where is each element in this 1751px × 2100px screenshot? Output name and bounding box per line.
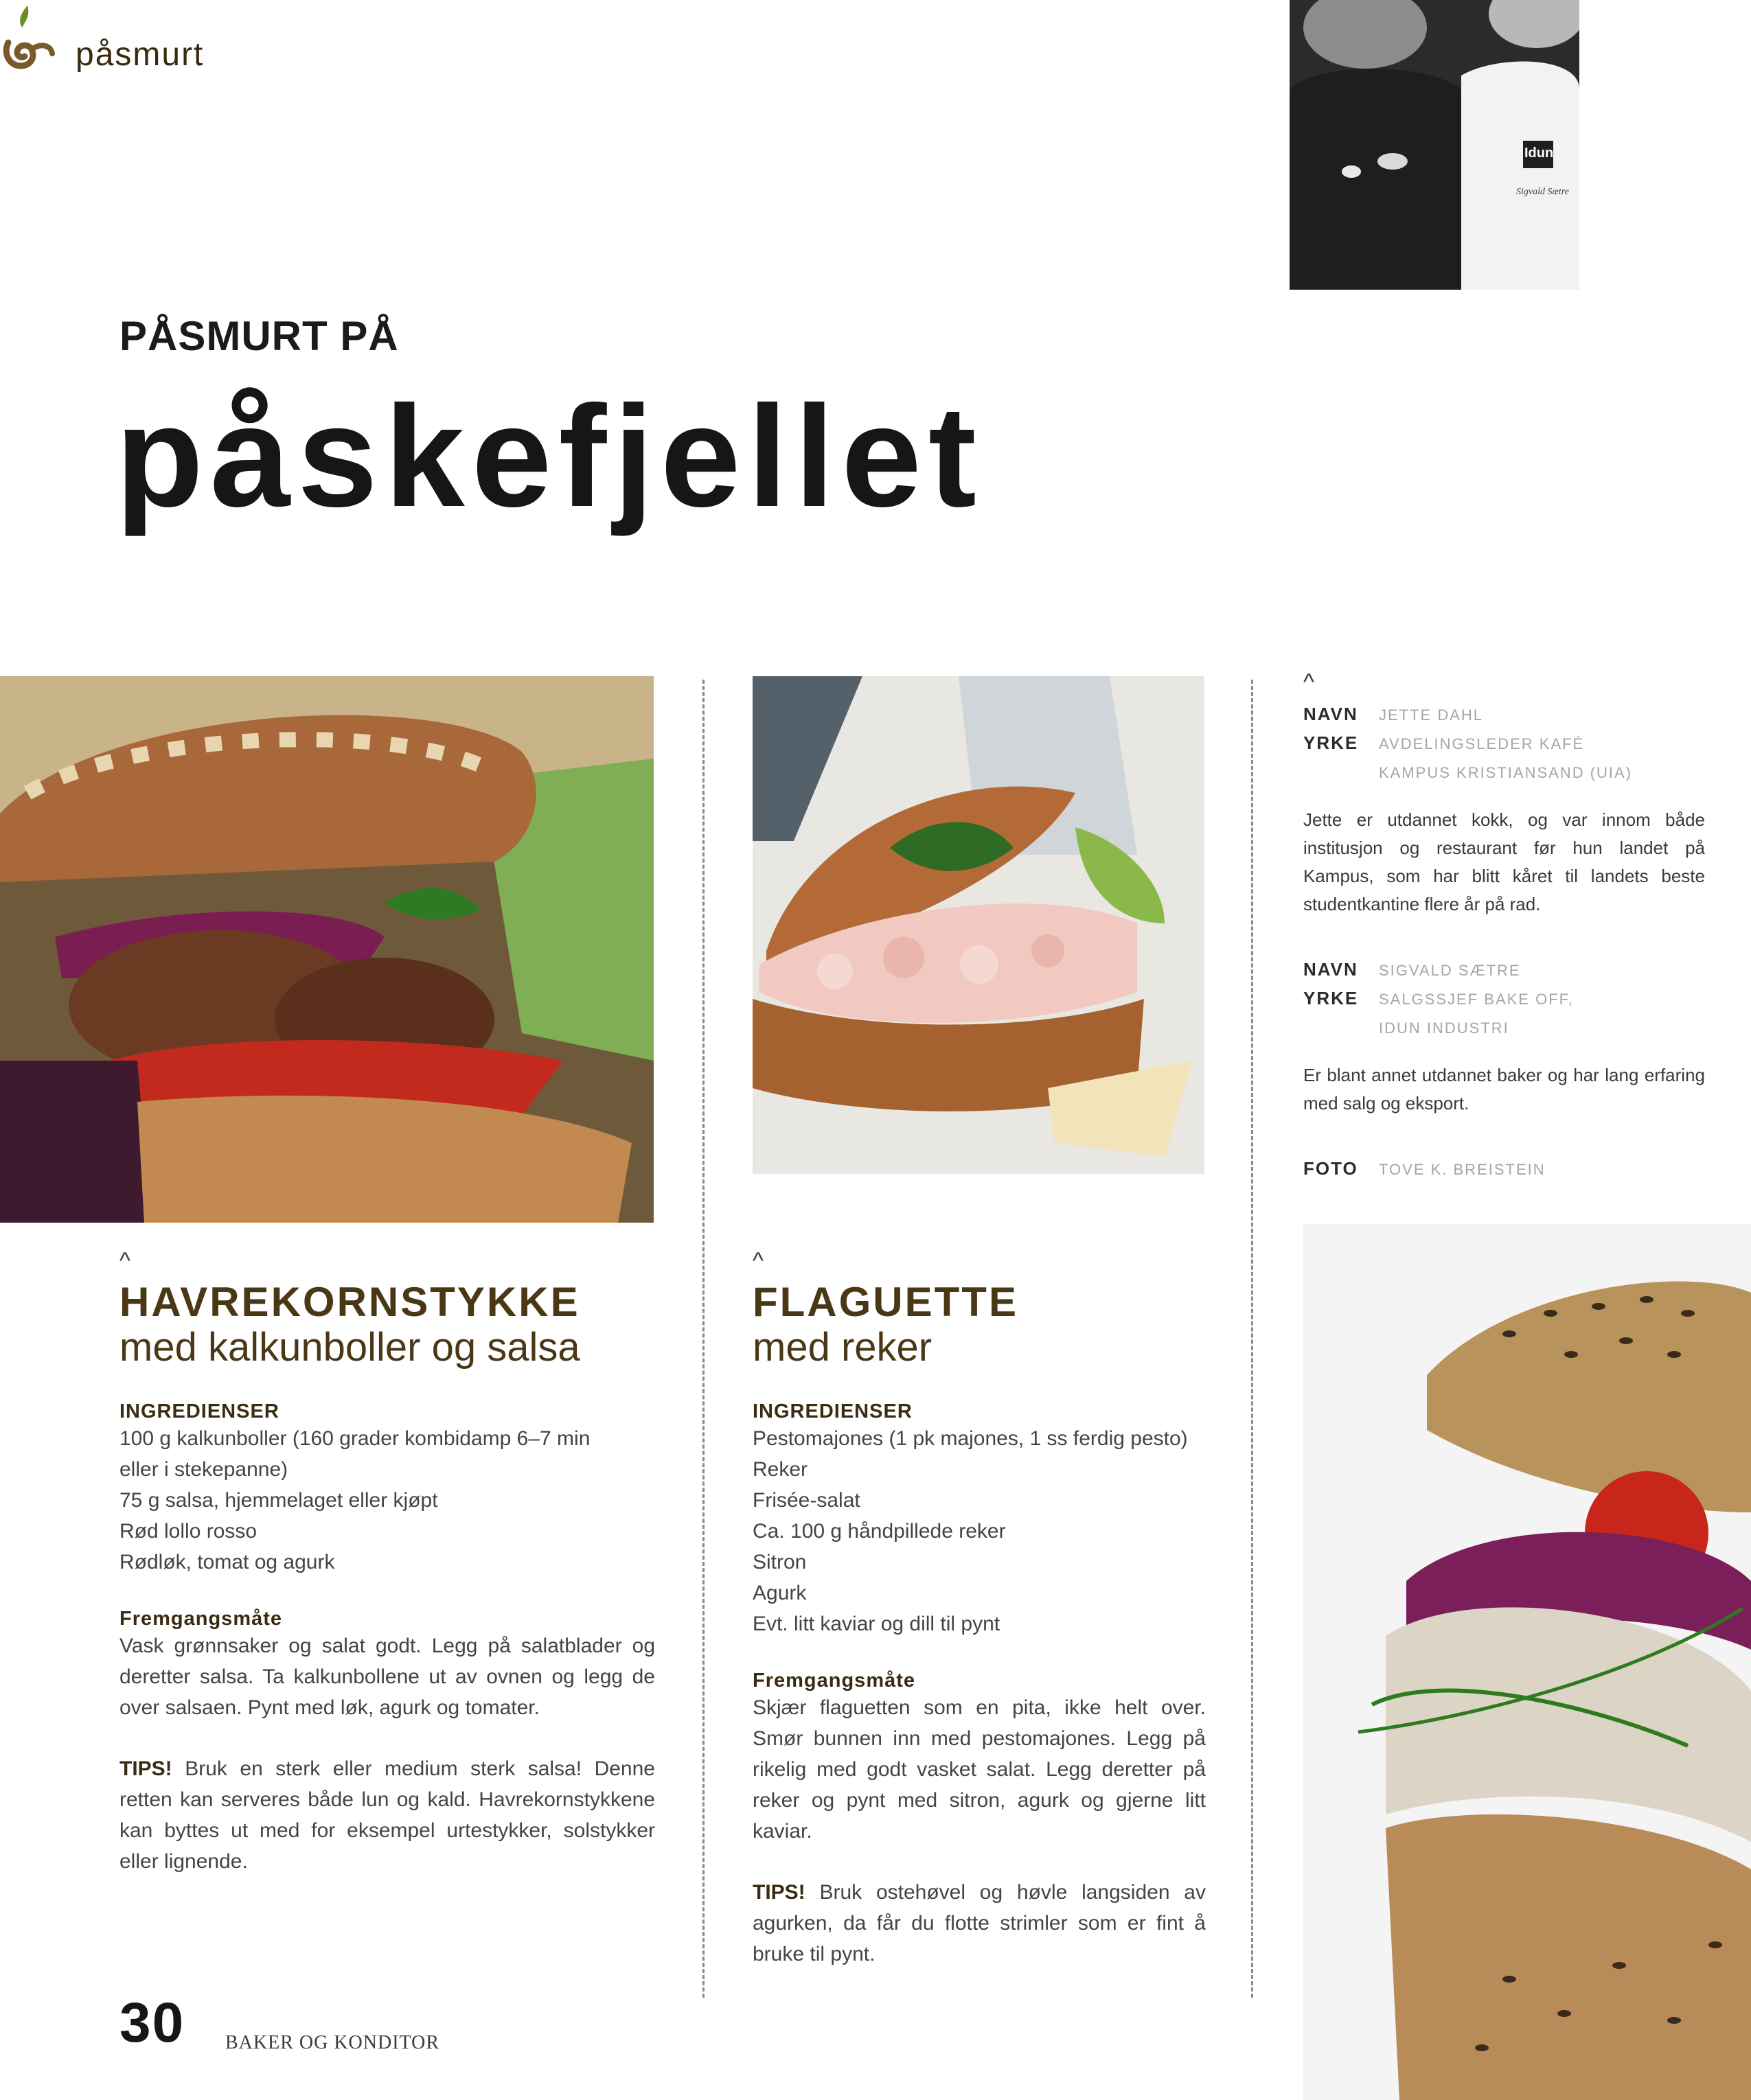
ingredient-item: eller i stekepanne) xyxy=(119,1458,288,1481)
shirt-signature: Sigvald Sætre xyxy=(1516,187,1569,197)
ingredients-heading: INGREDIENSER xyxy=(119,1400,279,1422)
method-heading: Fremgangsmåte xyxy=(753,1670,916,1692)
bio-name: SIGVALD SÆTRE xyxy=(1379,962,1521,979)
ingredient-item: Rødløk, tomat og agurk xyxy=(119,1551,335,1573)
ingredient-item: Rød lollo rosso xyxy=(119,1520,258,1543)
tips-label: TIPS! xyxy=(119,1757,172,1780)
recipe-subtitle: med reker xyxy=(753,1325,932,1370)
method-heading: Fremgangsmåte xyxy=(119,1608,283,1630)
method-text: Vask grønnsaker og salat godt. Legg på salatblader og deretter salsa. Ta kalkunbollene ut av ovnen og legg de over salsaen. Pynt med løk, agurk og tomater. xyxy=(119,1635,655,1719)
closeup-food-photo xyxy=(1303,1224,1751,2100)
section-label: påsmurt xyxy=(76,36,205,73)
tips-text: TIPS! Bruk en sterk eller medium sterk salsa! Denne retten kan serveres både lun og kald. Havrekornstykkene kan byttes ut med for eksempel urtestykker, solstykker eller lignende. xyxy=(119,1757,655,1873)
magazine-logo-icon xyxy=(0,0,55,82)
column-divider xyxy=(1251,680,1253,1998)
ingredient-item: Frisée-salat xyxy=(753,1489,860,1512)
recipe-flaguette xyxy=(753,1278,1206,1970)
idun-logo-text: Idun xyxy=(1524,146,1554,161)
photo-credit: FOTO TOVE K. BREISTEIN xyxy=(1303,1158,1546,1179)
tips-label: TIPS! xyxy=(753,1881,805,1904)
column-divider xyxy=(702,680,705,1998)
photographer-name: TOVE K. BREISTEIN xyxy=(1379,1161,1546,1178)
ingredient-item: 75 g salsa, hjemmelaget eller kjøpt xyxy=(119,1489,438,1512)
bio-role: IDUN INDUSTRI xyxy=(1379,1019,1509,1037)
article-title: påskefjellet xyxy=(115,376,983,537)
ingredient-item: Pestomajones (1 pk majones, 1 ss ferdig pesto) xyxy=(753,1427,1188,1450)
recipe-title: HAVREKORNSTYKKE xyxy=(119,1279,580,1325)
recipe-subtitle: med kalkunboller og salsa xyxy=(119,1325,580,1370)
page-number: 30 xyxy=(119,1992,185,2054)
caret-marker: ^ xyxy=(119,1248,130,1274)
bio-role: AVDELINGSLEDER KAFÉ xyxy=(1379,735,1585,752)
caret-marker: ^ xyxy=(753,1248,764,1274)
recipe-havrekornstykke xyxy=(119,1278,655,1877)
ingredient-item: Ca. 100 g håndpillede reker xyxy=(753,1520,1006,1543)
bio-text: Er blant annet utdannet baker og har lang erfaring med salg og eksport. xyxy=(1303,1065,1705,1114)
caret-marker: ^ xyxy=(1303,669,1314,695)
flaguette-photo xyxy=(753,676,1204,1174)
ingredients-heading: INGREDIENSER xyxy=(753,1400,913,1422)
recipe-title: FLAGUETTE xyxy=(753,1279,1018,1325)
bio-person-2: NAVN SIGVALD SÆTRE YRKE SALGSSJEF BAKE OFF, IDUN INDUSTRI Er blant annet utdannet baker og har lang erfaring med salg og eksport. xyxy=(1303,956,1729,1118)
bio-role: SALGSSJEF BAKE OFF, xyxy=(1379,991,1574,1008)
ingredient-item: Reker xyxy=(753,1458,808,1481)
ingredient-item: Evt. litt kaviar og dill til pynt xyxy=(753,1613,1000,1635)
ingredient-item: 100 g kalkunboller (160 grader kombidamp 6–7 min xyxy=(119,1427,591,1450)
magazine-name: BAKER OG KONDITOR xyxy=(225,2032,440,2053)
portrait-photo xyxy=(1290,0,1579,290)
ingredient-item: Agurk xyxy=(753,1582,807,1604)
bio-text: Jette er utdannet kokk, og var innom både institusjon og restaurant før hun landet på Kampus, som har blitt kåret til landets beste studentkantine flere år på rad. xyxy=(1303,809,1705,914)
tips-text: TIPS! Bruk ostehøvel og høvle langsiden av agurken, da får du flotte strimler som er fint å bruke til pynt. xyxy=(753,1881,1206,1965)
method-text: Skjær flaguetten som en pita, ikke helt over. Smør bunnen inn med pestomajones. Legg på rikelig med godt vasket salat. Legg deretter på reker og pynt med sitron, agurk og gjerne litt kaviar. xyxy=(753,1696,1206,1843)
bio-person-1: NAVN JETTE DAHL YRKE AVDELINGSLEDER KAFÉ KAMPUS KRISTIANSAND (UIA) Jette er utdannet kokk, og var innom både institusjon og restaurant før hun landet på Kampus, som har blitt kåret til landets beste studentkantine flere år på rad. xyxy=(1303,700,1729,919)
ingredient-item: Sitron xyxy=(753,1551,807,1573)
bio-name: JETTE DAHL xyxy=(1379,706,1484,724)
bio-role: KAMPUS KRISTIANSAND (UIA) xyxy=(1379,764,1633,781)
havrekornstykke-photo xyxy=(0,676,654,1223)
article-kicker: PÅSMURT PÅ xyxy=(119,313,399,359)
